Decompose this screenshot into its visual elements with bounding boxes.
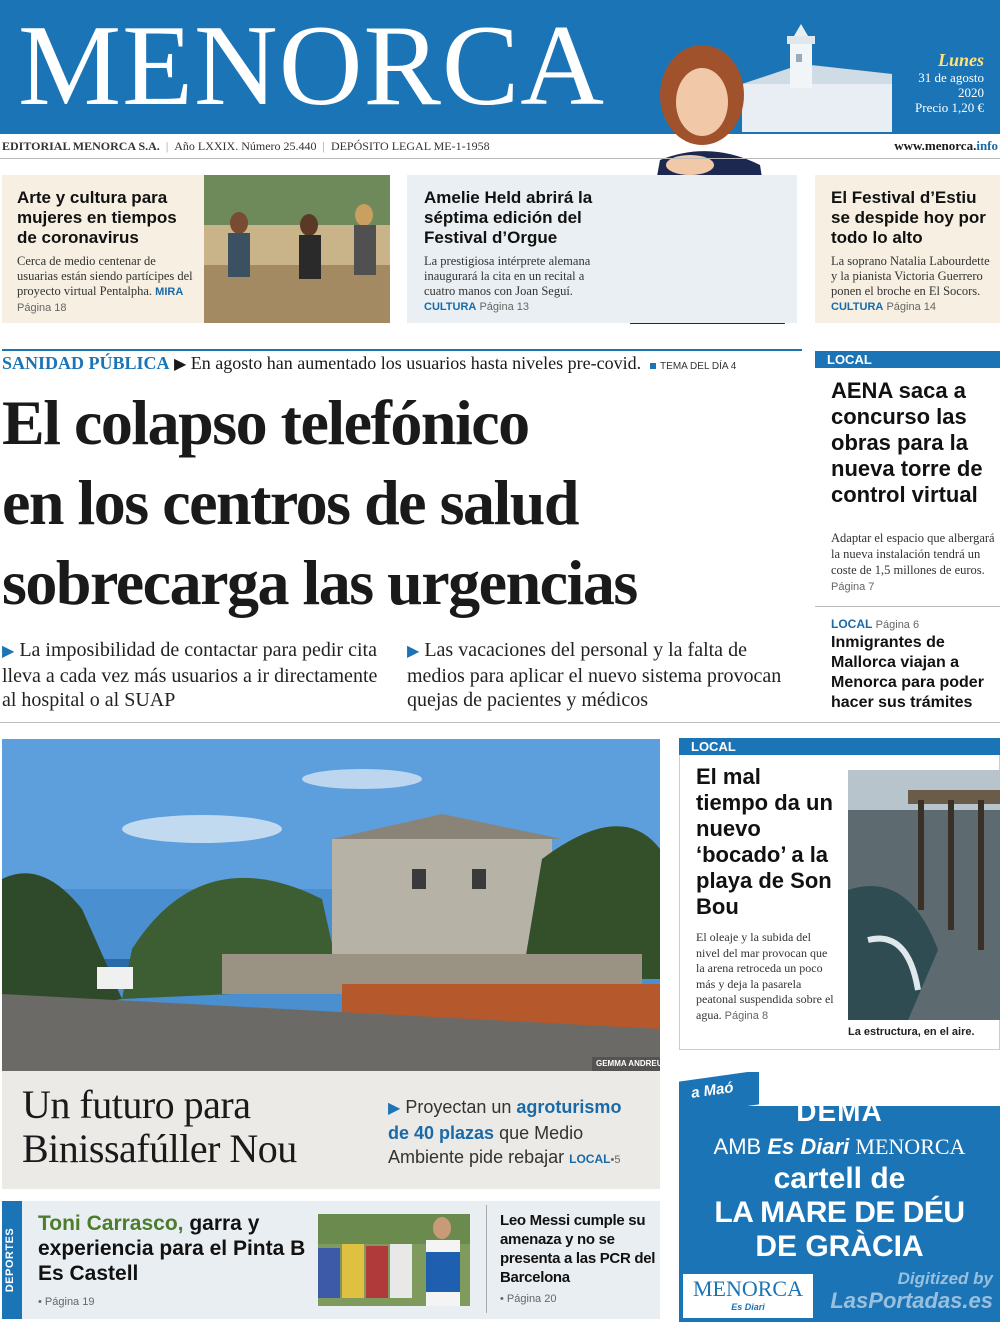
section-tag: CULTURA	[831, 301, 884, 313]
page-ref: Página 18	[17, 302, 67, 314]
teaser-body: La soprano Natalia Labourdette y la pianista Victoria Guerrero ponen el broche en El Socors.	[831, 254, 990, 298]
section-tag: MIRA	[155, 286, 184, 298]
watermark: Digitized by LasPortadas.es	[830, 1269, 993, 1313]
page-ref: Página 14	[886, 301, 937, 313]
promo-line: DE GRÀCIA	[755, 1230, 924, 1263]
publisher: EDITORIAL MENORCA S.A.	[2, 139, 160, 153]
deportes-label: DEPORTES	[4, 1227, 16, 1293]
teaser-body: La prestigiosa intérprete alemana inaugurará la cita en un recital a cuatro manos con Joan Seguí.	[424, 254, 591, 298]
story-title: AENA saca a concurso las obras para la nueva torre de control virtual	[831, 378, 983, 507]
teaser-arte[interactable]	[17, 188, 199, 336]
story-body: El oleaje y la subida del nivel del mar provocan que la arena retroceda un poco más y deja la pasarela peatonal suspendida sobre el agua.	[696, 930, 834, 1022]
page-ref: Página 8	[724, 1009, 769, 1022]
page-ref: 5	[614, 1154, 621, 1166]
section-bar: LOCAL	[679, 738, 1000, 755]
promo-line: cartell de	[773, 1162, 906, 1195]
teaser-title: Arte y cultura para mujeres en tiempos de coronavirus	[17, 188, 177, 247]
legal-deposit: DEPÓSITO LEGAL ME-1-1958	[330, 139, 490, 153]
photo-caption: La estructura, en el aire.	[848, 1026, 975, 1038]
story-title: El mal tiempo da un nuevo ‘bocado’ a la playa de Son Bou	[696, 764, 833, 919]
story-title: Leo Messi cumple su amenaza y no se presenta a las PCR del Barcelona	[500, 1212, 656, 1286]
story-title: garra y experiencia para el Pinta B Es Castell	[38, 1212, 306, 1285]
triangle-icon: ▶	[388, 1100, 401, 1117]
year: 2020	[958, 85, 984, 100]
page-ref: Página 6	[875, 619, 920, 631]
section-tag: LOCAL	[831, 617, 873, 631]
mini-logo: MENORCA	[692, 1276, 803, 1301]
aena-story[interactable]	[815, 351, 1000, 595]
teaser-amelie[interactable]	[424, 188, 616, 336]
messi-story[interactable]: Leo Messi cumple su amenaza y no se presenta a las PCR del Barcelona • Página 20	[500, 1212, 656, 1305]
divider	[815, 606, 1000, 607]
lead-bullet: ▶ La imposibilidad de contactar para pedir cita lleva a cada vez más usuarios a ir directamente al hospital o al SUAP	[2, 639, 378, 711]
divider	[486, 1205, 487, 1313]
masthead	[0, 0, 1000, 134]
page-ref: Página 19	[44, 1296, 95, 1308]
mini-logo-box: MENORCA Es Diari	[683, 1274, 813, 1318]
carrasco-photo	[318, 1214, 470, 1306]
day-name: Lunes	[937, 50, 984, 70]
lead-headline[interactable]: El colapso telefónico en los centros de salud sobrecarga las urgencias	[2, 387, 637, 618]
info-bar: EDITORIAL MENORCA S.A. | Año LXXIX. Número 25.440 | DEPÓSITO LEGAL ME-1-1958 www.menorca.info	[2, 138, 998, 153]
mallorca-story[interactable]	[831, 617, 1000, 713]
promo-banner[interactable]	[679, 1072, 1000, 1322]
teaser-title: El Festival d’Estiu se despide hoy por todo lo alto	[831, 188, 986, 247]
story-body: Adaptar el espacio que albergará la nueva instalación tendrá un coste de 1,5 millones de euros.	[831, 531, 995, 577]
page-ref: Página 7	[831, 581, 875, 593]
divider	[0, 722, 1000, 723]
story-title: Inmigrantes de Mallorca viajan a Menorca para poder hacer sus trámites	[831, 634, 984, 711]
photo-story-text[interactable]	[2, 1071, 660, 1189]
son-bou-story[interactable]	[696, 764, 834, 1024]
photo-credit: GEMMA ANDREU	[596, 1059, 663, 1068]
kicker-section: SANIDAD PÚBLICA	[2, 353, 170, 373]
promo-line: LA MARE DE DÉU	[714, 1196, 965, 1229]
divider	[0, 158, 1000, 159]
teaser-festival-estiu[interactable]	[831, 188, 993, 336]
newspaper-logo[interactable]: MENORCA	[18, 2, 606, 130]
teaser-body: Cerca de medio centenar de usuarias están siendo partícipes del proyecto virtual Pentalpha.	[17, 254, 193, 298]
teaser-title: Amelie Held abrirá la séptima edición del Festival d’Orgue	[424, 188, 593, 247]
section-tag: LOCAL	[569, 1152, 611, 1166]
website-link[interactable]: www.menorca.info	[894, 138, 998, 153]
photo-story-deck: ▶ Proyectan un agroturismo de 40 plazas que Medio Ambiente pide rebajar LOCAL•5	[388, 1097, 622, 1167]
teaser-photo-women	[204, 175, 390, 323]
triangle-icon: ▶	[2, 643, 15, 660]
date-box	[876, 50, 984, 115]
page-ref: Página 13	[479, 301, 530, 313]
son-bou-photo	[848, 770, 1000, 1020]
player-name: Toni Carrasco,	[38, 1212, 184, 1235]
promo-line: DEMÀ	[796, 1096, 883, 1127]
page-ref: Página 20	[506, 1293, 557, 1305]
promo-tag: a Maó	[690, 1079, 735, 1102]
lead-kicker: SANIDAD PÚBLICA ▶ En agosto han aumentado los usuarios hasta niveles pre-covid. TEMA DEL DÍA 4	[2, 349, 802, 373]
section-bar: LOCAL	[815, 351, 1000, 368]
binissafuller-photo	[2, 739, 660, 1071]
promo-line: AMB Es Diari MENORCA	[713, 1134, 966, 1159]
kicker-ref: TEMA DEL DÍA 4	[660, 361, 737, 372]
lead-bullet: ▶ Las vacaciones del personal y la falta de medios para aplicar el nuevo sistema provocan quejas de pacientes y médicos	[407, 639, 782, 711]
triangle-icon: ▶	[407, 643, 420, 660]
photo-story-title: Un futuro para Binissafúller Nou	[22, 1082, 297, 1171]
date: 31 de agosto	[918, 70, 984, 85]
price: Precio 1,20 €	[915, 100, 984, 115]
kicker-text: En agosto han aumentado los usuarios hasta niveles pre-covid.	[190, 353, 642, 373]
section-tag: CULTURA	[424, 301, 477, 313]
carrasco-story[interactable]: Toni Carrasco, garra y experiencia para el Pinta B Es Castell • Página 19	[38, 1212, 306, 1308]
issue-number: Año LXXIX. Número 25.440	[174, 139, 317, 153]
